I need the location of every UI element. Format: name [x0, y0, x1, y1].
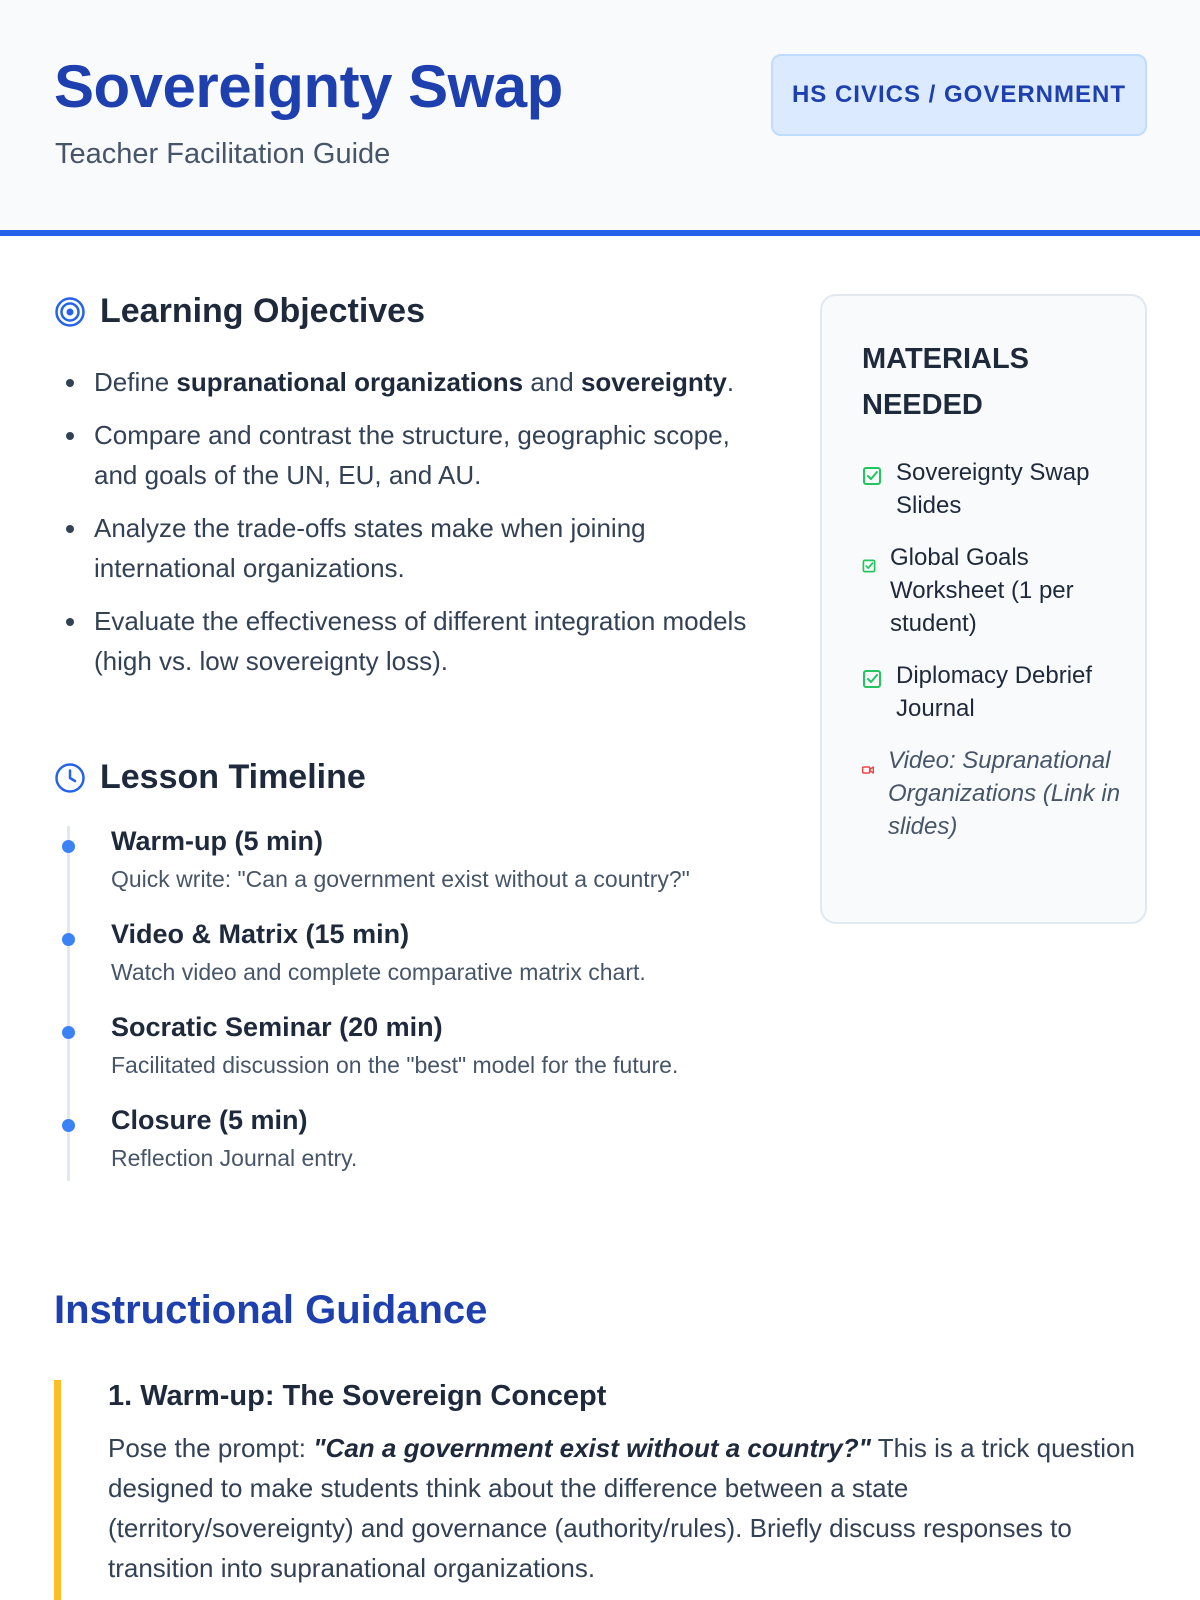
guidance-title: Instructional Guidance [54, 1288, 488, 1332]
objective-term: sovereignty [580, 367, 727, 397]
checkbox-icon [862, 549, 876, 640]
materials-card [820, 294, 1147, 924]
checkbox-icon [862, 665, 882, 725]
document-header [0, 0, 1200, 236]
timeline-heading [54, 758, 366, 797]
objective-item [60, 362, 760, 402]
guidance-text: Pose the prompt: [108, 1433, 314, 1463]
material-label: Video: Supranational Organizations (Link in slides) [888, 747, 1121, 840]
timeline-item-title: Warm-up (5 min) [111, 826, 323, 856]
material-label: Diplomacy Debrief Journal [896, 662, 1093, 722]
guidance-text: This is a trick question designed to make students think about the difference between a state (territory/sovereignty) and governance (authority/rules). Briefly discuss responses to transition into supranational organizations. [108, 1433, 1135, 1583]
objective-item: Evaluate the effectiveness of different integration models (high vs. low sovereignty loss). [60, 601, 760, 681]
objective-text: . [726, 367, 735, 397]
document-title: Sovereignty Swap [54, 53, 563, 120]
timeline-dot [62, 1119, 75, 1132]
objectives-heading-label: Learning Objectives [100, 292, 425, 330]
video-icon [862, 752, 874, 843]
guidance-prompt: "Can a government exist without a country?" [313, 1433, 871, 1463]
objective-item: Compare and contrast the structure, geographic scope, and goals of the UN, EU, and AU. [60, 415, 760, 495]
objective-item: Analyze the trade-offs states make when joining international organizations. [60, 508, 760, 588]
subject-badge: HS CIVICS / GOVERNMENT [771, 54, 1147, 136]
material-item [862, 659, 1122, 725]
materials-heading: MATERIALS NEEDED [862, 343, 1030, 421]
objectives-list [60, 362, 760, 694]
timeline-item-title: Closure (5 min) [111, 1105, 308, 1135]
material-item [862, 541, 1122, 640]
objective-text: and [523, 367, 581, 397]
material-item [862, 456, 1122, 522]
checkbox-icon [862, 462, 882, 522]
clock-icon [54, 762, 86, 794]
guidance-step-card [54, 1380, 1147, 1600]
timeline-dot [62, 840, 75, 853]
timeline-item-desc: Watch video and complete comparative matrix chart. [111, 959, 646, 985]
material-item [862, 744, 1122, 843]
objectives-heading [54, 292, 425, 331]
timeline-dot [62, 933, 75, 946]
timeline-item-desc: Quick write: "Can a government exist without a country?" [111, 866, 690, 892]
guidance-step-body [108, 1428, 1148, 1588]
timeline-item-title: Socratic Seminar (20 min) [111, 1012, 443, 1042]
timeline-item-title: Video & Matrix (15 min) [111, 919, 410, 949]
objective-text: Define [94, 367, 177, 397]
material-label: Sovereignty Swap Slides [896, 459, 1090, 519]
lesson-timeline [54, 826, 774, 1181]
timeline-item-desc: Facilitated discussion on the "best" model for the future. [111, 1052, 679, 1078]
document-subtitle: Teacher Facilitation Guide [55, 138, 391, 170]
target-icon [54, 296, 86, 328]
objective-term: supranational organizations [176, 367, 524, 397]
material-label: Global Goals Worksheet (1 per student) [890, 544, 1074, 637]
guidance-step-heading: 1. Warm-up: The Sovereign Concept [108, 1380, 607, 1412]
timeline-dot [62, 1026, 75, 1039]
timeline-heading-label: Lesson Timeline [100, 758, 366, 796]
timeline-item-desc: Reflection Journal entry. [111, 1145, 358, 1171]
